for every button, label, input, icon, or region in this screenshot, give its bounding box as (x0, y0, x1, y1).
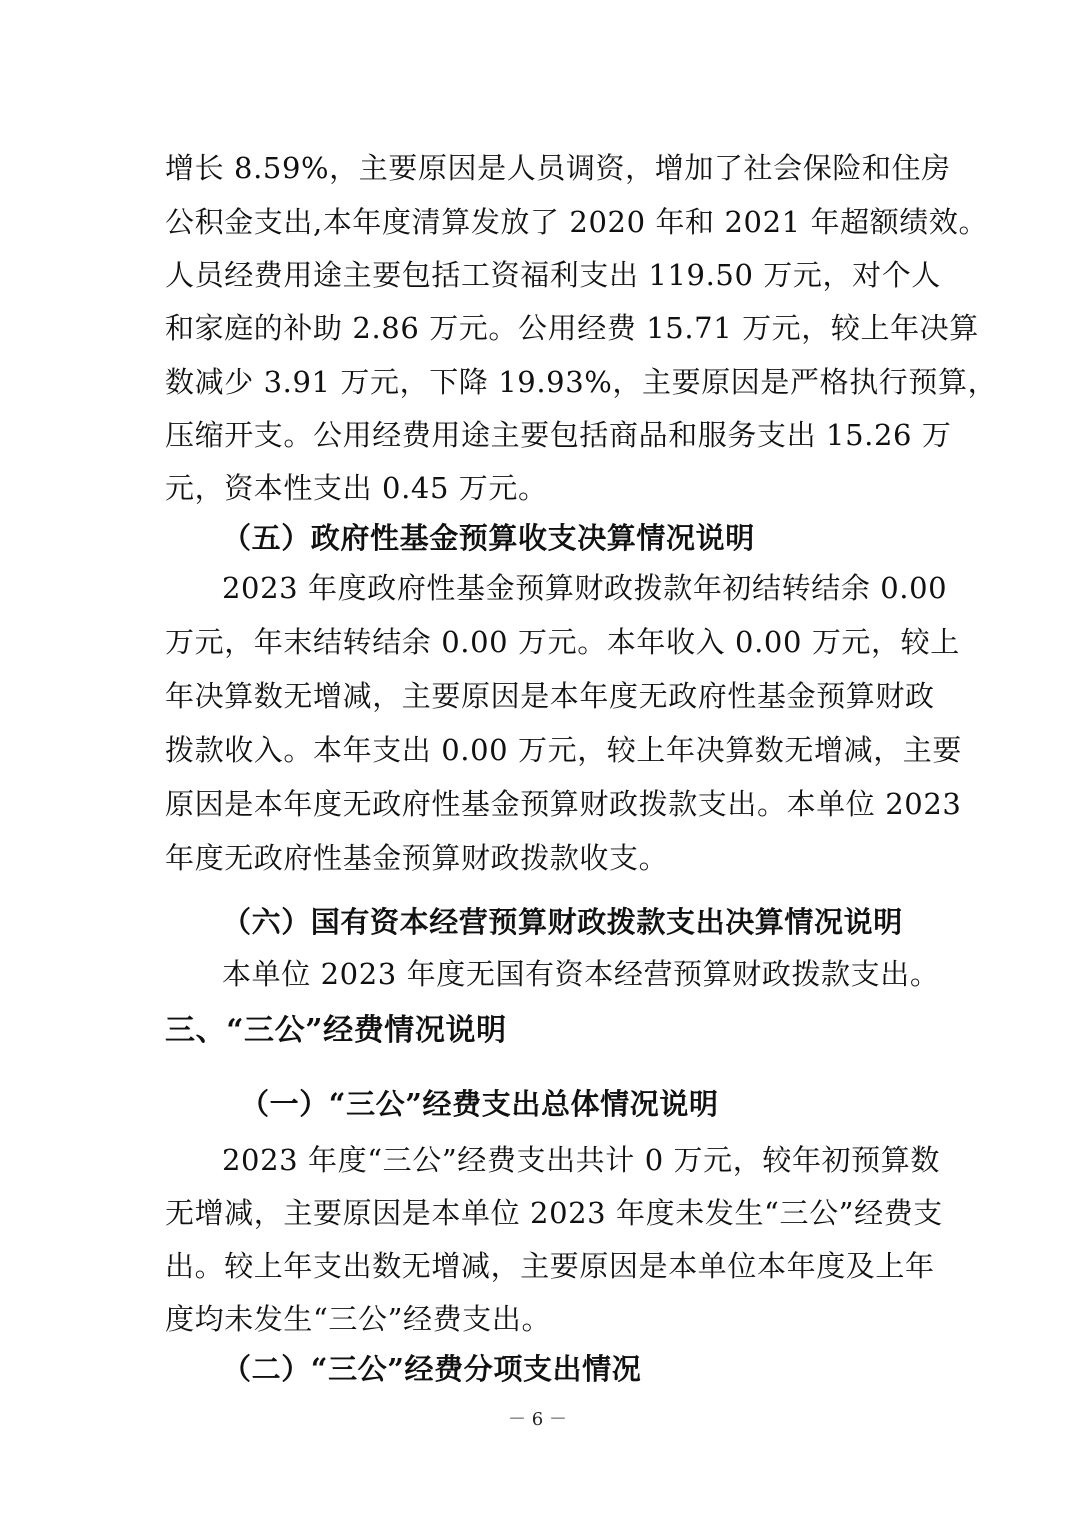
paragraph-line: 拨款收入。本年支出 0.00 万元，较上年决算数无增减，主要 (165, 733, 963, 767)
paragraph-line: 年决算数无增减，主要原因是本年度无政府性基金预算财政 (165, 679, 935, 713)
paragraph-line: 数减少 3.91 万元，下降 19.93%，主要原因是严格执行预算， (165, 365, 998, 399)
paragraph-line: 本单位 2023 年度无国有资本经营预算财政拨款支出。 (222, 957, 940, 991)
paragraph-line: 2023 年度“三公”经费支出共计 0 万元，较年初预算数 (222, 1143, 940, 1177)
paragraph-line: 无增减，主要原因是本单位 2023 年度未发生“三公”经费支 (165, 1196, 943, 1230)
subsection-heading-5: （五）政府性基金预算收支决算情况说明 (222, 521, 755, 555)
paragraph-line: 人员经费用途主要包括工资福利支出 119.50 万元，对个人 (165, 258, 941, 292)
paragraph-line: 和家庭的补助 2.86 万元。公用经费 15.71 万元，较上年决算 (165, 311, 979, 345)
paragraph-line: 原因是本年度无政府性基金预算财政拨款支出。本单位 2023 (165, 787, 962, 821)
paragraph-line: 压缩开支。公用经费用途主要包括商品和服务支出 15.26 万 (165, 418, 952, 452)
subsection-heading-3-2: （二）“三公”经费分项支出情况 (222, 1352, 642, 1386)
paragraph-line: 公积金支出,本年度清算发放了 2020 年和 2021 年超额绩效。 (165, 205, 989, 239)
page-number: － 6 － (508, 1409, 567, 1430)
paragraph-line: 年度无政府性基金预算财政拨款收支。 (165, 841, 669, 875)
paragraph-line: 万元，年末结转结余 0.00 万元。本年收入 0.00 万元，较上 (165, 625, 960, 659)
section-heading-3: 三、“三公”经费情况说明 (165, 1013, 507, 1048)
paragraph-line: 增长 8.59%，主要原因是人员调资，增加了社会保险和住房 (165, 151, 951, 185)
paragraph-line: 出。较上年支出数无增减，主要原因是本单位本年度及上年 (165, 1249, 935, 1283)
paragraph-line: 度均未发生“三公”经费支出。 (165, 1302, 552, 1336)
paragraph-line: 元，资本性支出 0.45 万元。 (165, 471, 548, 505)
subsection-heading-3-1: （一）“三公”经费支出总体情况说明 (240, 1087, 719, 1121)
subsection-heading-6: （六）国有资本经营预算财政拨款支出决算情况说明 (222, 905, 903, 939)
paragraph-line: 2023 年度政府性基金预算财政拨款年初结转结余 0.00 (222, 571, 948, 605)
